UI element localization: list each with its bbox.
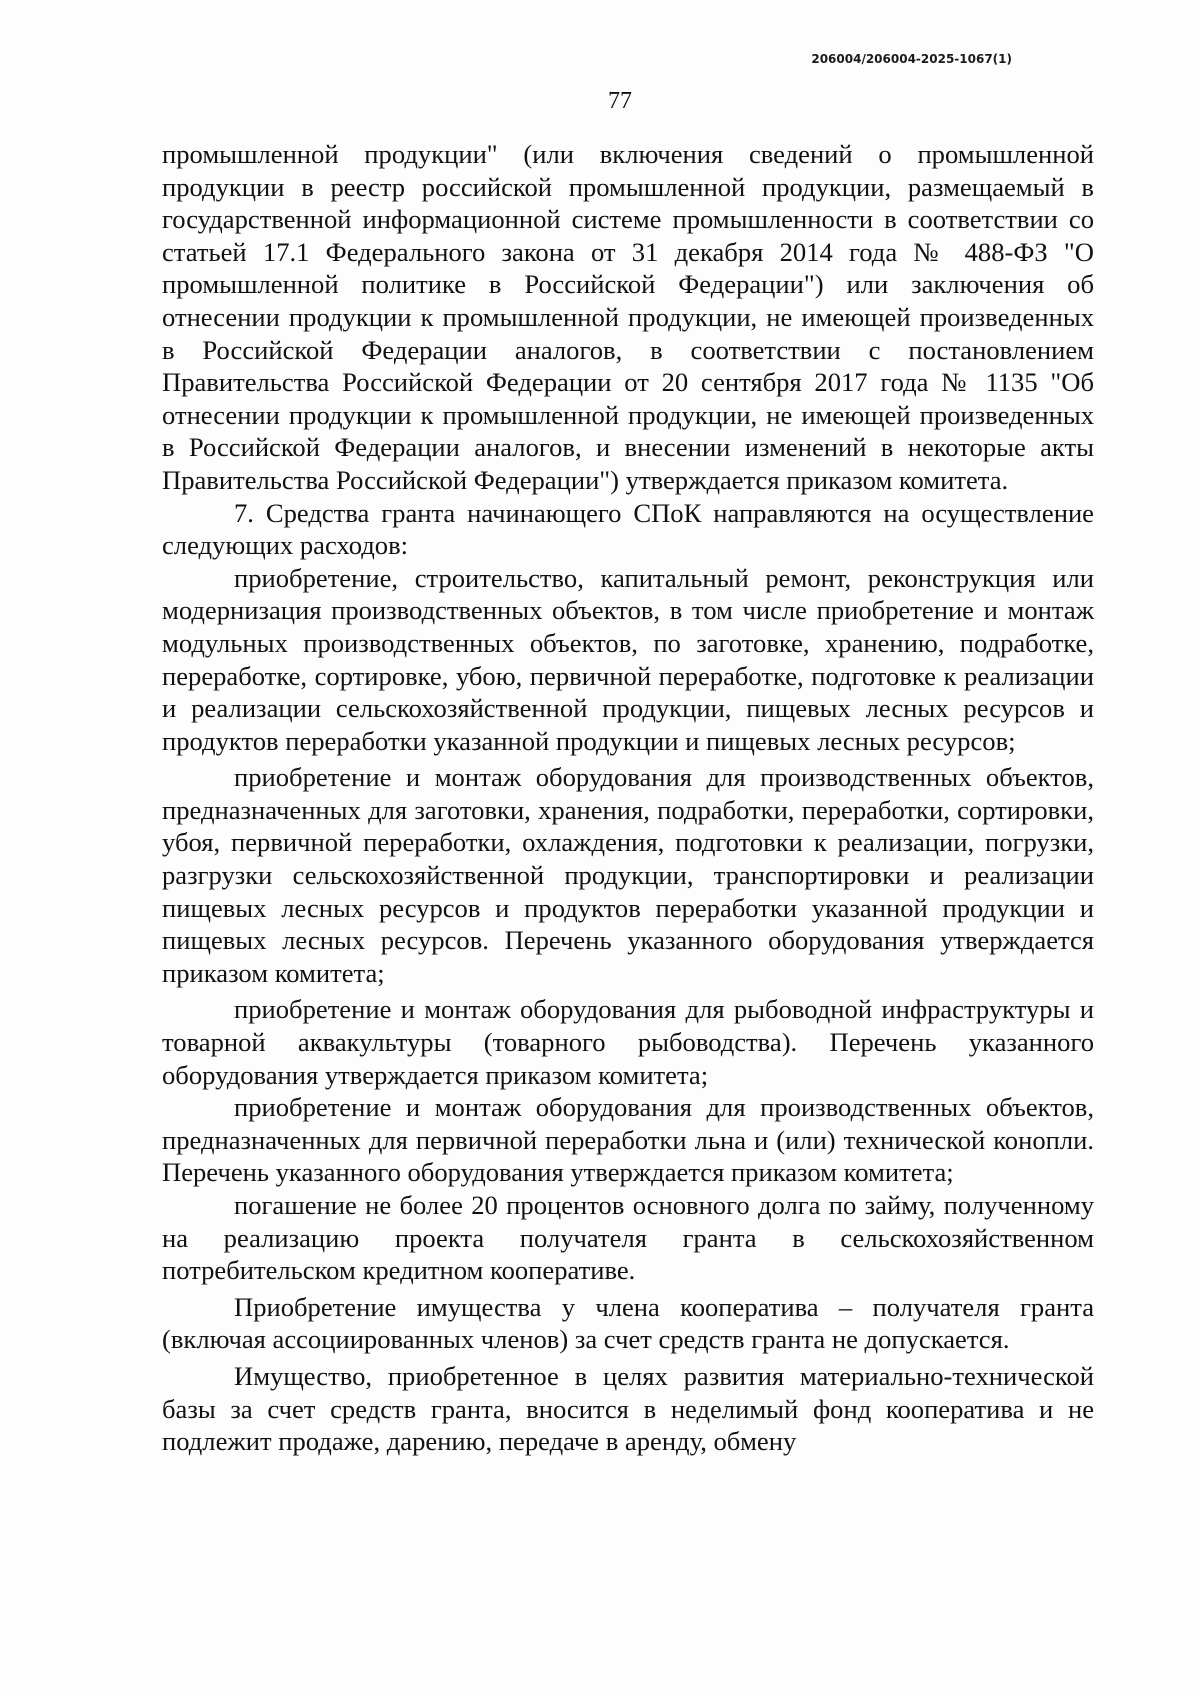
document-body <box>162 138 1094 1458</box>
paragraph-item-7: 7. Средства гранта начинающего СПоК направляются на осуществление следующих расходов: <box>162 497 1094 561</box>
paragraph-expense-equipment: приобретение и монтаж оборудования для производственных объектов, предназначенных для заготовки, хранения, подработки, переработки, сортировки, убоя, первичной переработки, охлаждения, подготовки к реализации, погрузки, разгрузки сельскохозяйственной продукции, транспортировки и реализации пищевых лесных ресурсов и продуктов переработки указанной продукции и пищевых лесных ресурсов. Перечень указанного оборудования утверждается приказом комитета; <box>162 762 1094 988</box>
page-number: 77 <box>608 88 632 114</box>
paragraph-indivisible-fund: Имущество, приобретенное в целях развития материально-технической базы за счет средств гранта, вносится в неделимый фонд кооператива и не подлежит продаже, дарению, передаче в аренду, обмену <box>162 1360 1094 1457</box>
document-registration-number: 206004/206004-2025-1067(1) <box>811 52 1012 66</box>
paragraph-expense-loan: погашение не более 20 процентов основного долга по займу, полученному на реализацию проекта получателя гранта в сельскохозяйственном потребительском кредитном кооперативе. <box>162 1190 1094 1286</box>
paragraph-member-property: Приобретение имущества у члена кооператива – получателя гранта (включая ассоциированных членов) за счет средств гранта не допускается. <box>162 1291 1094 1355</box>
paragraph-expense-facilities: приобретение, строительство, капитальный ремонт, реконструкция или модернизация производственных объектов, в том числе приобретение и монтаж модульных производственных объектов, по заготовке, хранению, подработке, переработке, сортировке, убою, первичной переработке, подготовке к реализации и реализации сельскохозяйственной продукции, пищевых лесных ресурсов и продуктов переработки указанной продукции и пищевых лесных ресурсов; <box>162 562 1094 756</box>
paragraph-expense-flax: приобретение и монтаж оборудования для производственных объектов, предназначенных для первичной переработки льна и (или) технической конопли. Перечень указанного оборудования утверждается приказом комитета; <box>162 1092 1094 1188</box>
paragraph-continuation: промышленной продукции" (или включения сведений о промышленной продукции в реестр российской промышленной продукции, размещаемый в государственной информационной системе промышленности в соответствии со статьей 17.1 Федерального закона от 31 декабря 2014 года № 488-ФЗ "О промышленной политике в Российской Федерации") или заключения об отнесении продукции к промышленной продукции, не имеющей произведенных в Российской Федерации аналогов, в соответствии с постановлением Правительства Российской Федерации от 20 сентября 2017 года № 1135 "Об отнесении продукции к промышленной продукции, не имеющей произведенных в Российской Федерации аналогов, и внесении изменений в некоторые акты Правительства Российской Федерации") утверждается приказом комитета. <box>162 139 1094 495</box>
paragraph-expense-aquaculture: приобретение и монтаж оборудования для рыбоводной инфраструктуры и товарной аквакультуры (товарного рыбоводства). Перечень указанного оборудования утверждается приказом комитета; <box>162 994 1094 1090</box>
